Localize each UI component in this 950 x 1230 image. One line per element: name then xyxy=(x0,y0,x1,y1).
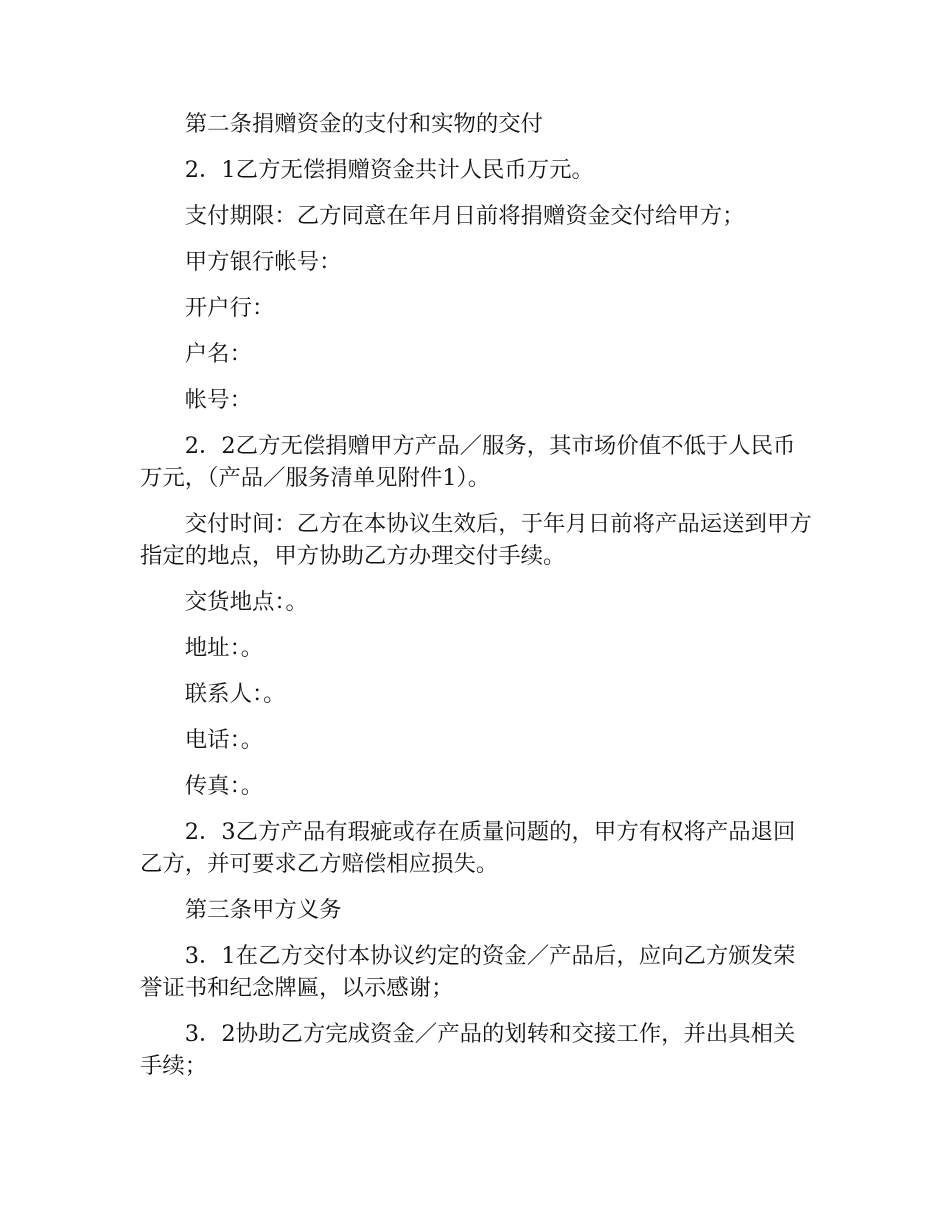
clause-3-2: 3．2协助乙方完成资金／产品的划转和交接工作，并出具相关手续； xyxy=(140,1021,796,1079)
phone-label: 电话：。 xyxy=(184,727,264,753)
clause-2-1: 2．1乙方无偿捐赠资金共计人民币万元。 xyxy=(184,157,594,183)
document-body xyxy=(140,108,812,1096)
clause-2-2: 2．2乙方无偿捐赠甲方产品／服务，其市场价值不低于人民币万元，（产品／服务清单见附件1）。 xyxy=(140,433,796,491)
account-name-label: 户名： xyxy=(184,341,252,367)
delivery-location-label: 交货地点：。 xyxy=(184,589,308,615)
account-number-label: 帐号： xyxy=(184,387,252,413)
clause-3-1: 3．1在乙方交付本协议约定的资金／产品后，应向乙方颁发荣誉证书和纪念牌匾，以示感谢； xyxy=(140,943,796,1001)
address-label: 地址：。 xyxy=(184,635,264,661)
clause-2-3: 2．3乙方产品有瑕疵或存在质量问题的，甲方有权将产品退回乙方，并可要求乙方赔偿相应损失。 xyxy=(140,819,796,877)
payment-deadline: 支付期限：乙方同意在年月日前将捐赠资金交付给甲方； xyxy=(184,203,745,229)
section-heading-article-2: 第二条捐赠资金的支付和实物的交付 xyxy=(184,111,544,137)
delivery-time: 交付时间：乙方在本协议生效后，于年月日前将产品运送到甲方指定的地点，甲方协助乙方办理交付手续。 xyxy=(140,511,812,569)
section-heading-article-3: 第三条甲方义务 xyxy=(184,897,342,923)
fax-label: 传真：。 xyxy=(184,773,264,799)
bank-account-label: 甲方银行帐号： xyxy=(184,249,342,275)
bank-branch-label: 开户行： xyxy=(184,295,275,321)
contact-person-label: 联系人：。 xyxy=(184,681,286,707)
